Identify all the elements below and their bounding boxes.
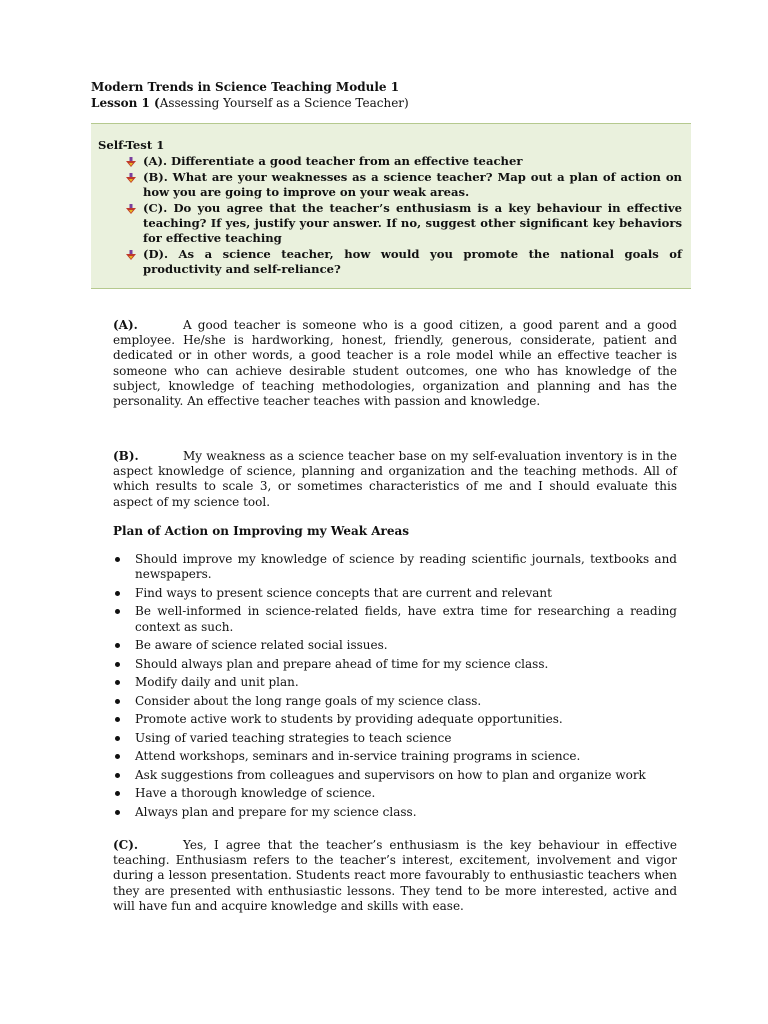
answer-label: (A).	[113, 318, 138, 332]
question-item	[98, 170, 682, 201]
bullet-dot-icon	[115, 680, 120, 685]
question-text: (B). What are your weaknesses as a science teacher? Map out a plan of action on how you are going to improve on your weak areas.	[143, 169, 682, 200]
bullet-dot-icon	[115, 810, 120, 815]
question-item	[98, 201, 682, 247]
question-item	[98, 247, 682, 278]
bullet-dot-icon	[115, 717, 120, 722]
answer-b	[113, 449, 677, 510]
bullet-dot-icon	[115, 643, 120, 648]
answer-c	[113, 838, 677, 914]
answer-label: (C).	[113, 838, 139, 852]
list-item: Promote active work to students by providing adequate opportunities.	[113, 712, 677, 727]
arrow-down-bullet-icon	[126, 250, 136, 260]
bullet-dot-icon	[115, 754, 120, 759]
bullet-dot-icon	[115, 736, 120, 741]
list-item: Be aware of science related social issues.	[113, 638, 677, 653]
answer-text: My weakness as a science teacher base on my self-evaluation inventory is in the aspect knowledge of science, planning and organization and the teaching methods. All of which results to scale 3, or sometimes characteristics of me and I should evaluate this aspect of my science tool.	[113, 449, 677, 509]
list-item: Always plan and prepare for my science class.	[113, 805, 677, 820]
answer-text: A good teacher is someone who is a good citizen, a good parent and a good employee. He/she is hardworking, honest, friendly, generous, considerate, patient and dedicated or in other words, a good teacher is a role model while an effective teacher is someone who can achieve desirable student outcomes, one who has knowledge of the subject, knowledge of teaching methodologies, organization and planning and has the personality. An effective teacher teaches with passion and knowledge.	[113, 318, 677, 409]
bullet-dot-icon	[115, 609, 120, 614]
list-item: Should improve my knowledge of science by reading scientific journals, textbooks and newspapers.	[113, 552, 677, 583]
bullet-dot-icon	[115, 662, 120, 667]
bullet-dot-icon	[115, 791, 120, 796]
bullet-dot-icon	[115, 557, 120, 562]
answer-a	[113, 318, 677, 409]
module-title: Modern Trends in Science Teaching Module 1	[91, 80, 400, 94]
self-test-questions	[98, 154, 682, 277]
lesson-line	[91, 95, 409, 111]
arrow-down-bullet-icon	[126, 204, 136, 214]
list-item: Consider about the long range goals of my science class.	[113, 694, 677, 709]
lesson-subtitle: Assessing Yourself as a Science Teacher)	[159, 96, 409, 110]
list-item: Be well-informed in science-related fields, have extra time for researching a reading context as such.	[113, 604, 677, 635]
plan-title: Plan of Action on Improving my Weak Areas	[113, 524, 410, 538]
bullet-dot-icon	[115, 773, 120, 778]
self-test-title: Self-Test 1	[98, 138, 165, 152]
question-text: (A). Differentiate a good teacher from an effective teacher	[143, 154, 523, 169]
list-item: Should always plan and prepare ahead of time for my science class.	[113, 657, 677, 672]
question-text: (C). Do you agree that the teacher’s enthusiasm is a key behaviour in effective teaching? If yes, justify your answer. If no, suggest other significant key behaviors for effective teaching	[143, 200, 682, 246]
list-item: Modify daily and unit plan.	[113, 675, 677, 690]
list-item: Have a thorough knowledge of science.	[113, 786, 677, 801]
plan-list	[113, 552, 677, 823]
self-test-box	[91, 123, 691, 289]
list-item: Ask suggestions from colleagues and supervisors on how to plan and organize work	[113, 768, 677, 783]
answer-label: (B).	[113, 449, 139, 463]
answer-text: Yes, I agree that the teacher’s enthusiasm is the key behaviour in effective teaching. Enthusiasm refers to the teacher’s interest, excitement, involvement and vigor during a lesson presentation. Students react more favourably to enthusiastic teachers when they are presented with enthusiastic lessons. They tend to be more interested, active and will have fun and acquire knowledge and skills with ease.	[113, 838, 677, 913]
lesson-label: Lesson 1 (	[91, 96, 160, 110]
arrow-down-bullet-icon	[126, 173, 136, 183]
document-header	[91, 79, 409, 111]
list-item: Find ways to present science concepts that are current and relevant	[113, 586, 677, 601]
question-text: (D). As a science teacher, how would you promote the national goals of productivity and self-reliance?	[143, 246, 682, 277]
bullet-dot-icon	[115, 591, 120, 596]
question-item	[98, 154, 682, 169]
list-item: Attend workshops, seminars and in-service training programs in science.	[113, 749, 677, 764]
bullet-dot-icon	[115, 699, 120, 704]
arrow-down-bullet-icon	[126, 157, 136, 167]
list-item: Using of varied teaching strategies to teach science	[113, 731, 677, 746]
